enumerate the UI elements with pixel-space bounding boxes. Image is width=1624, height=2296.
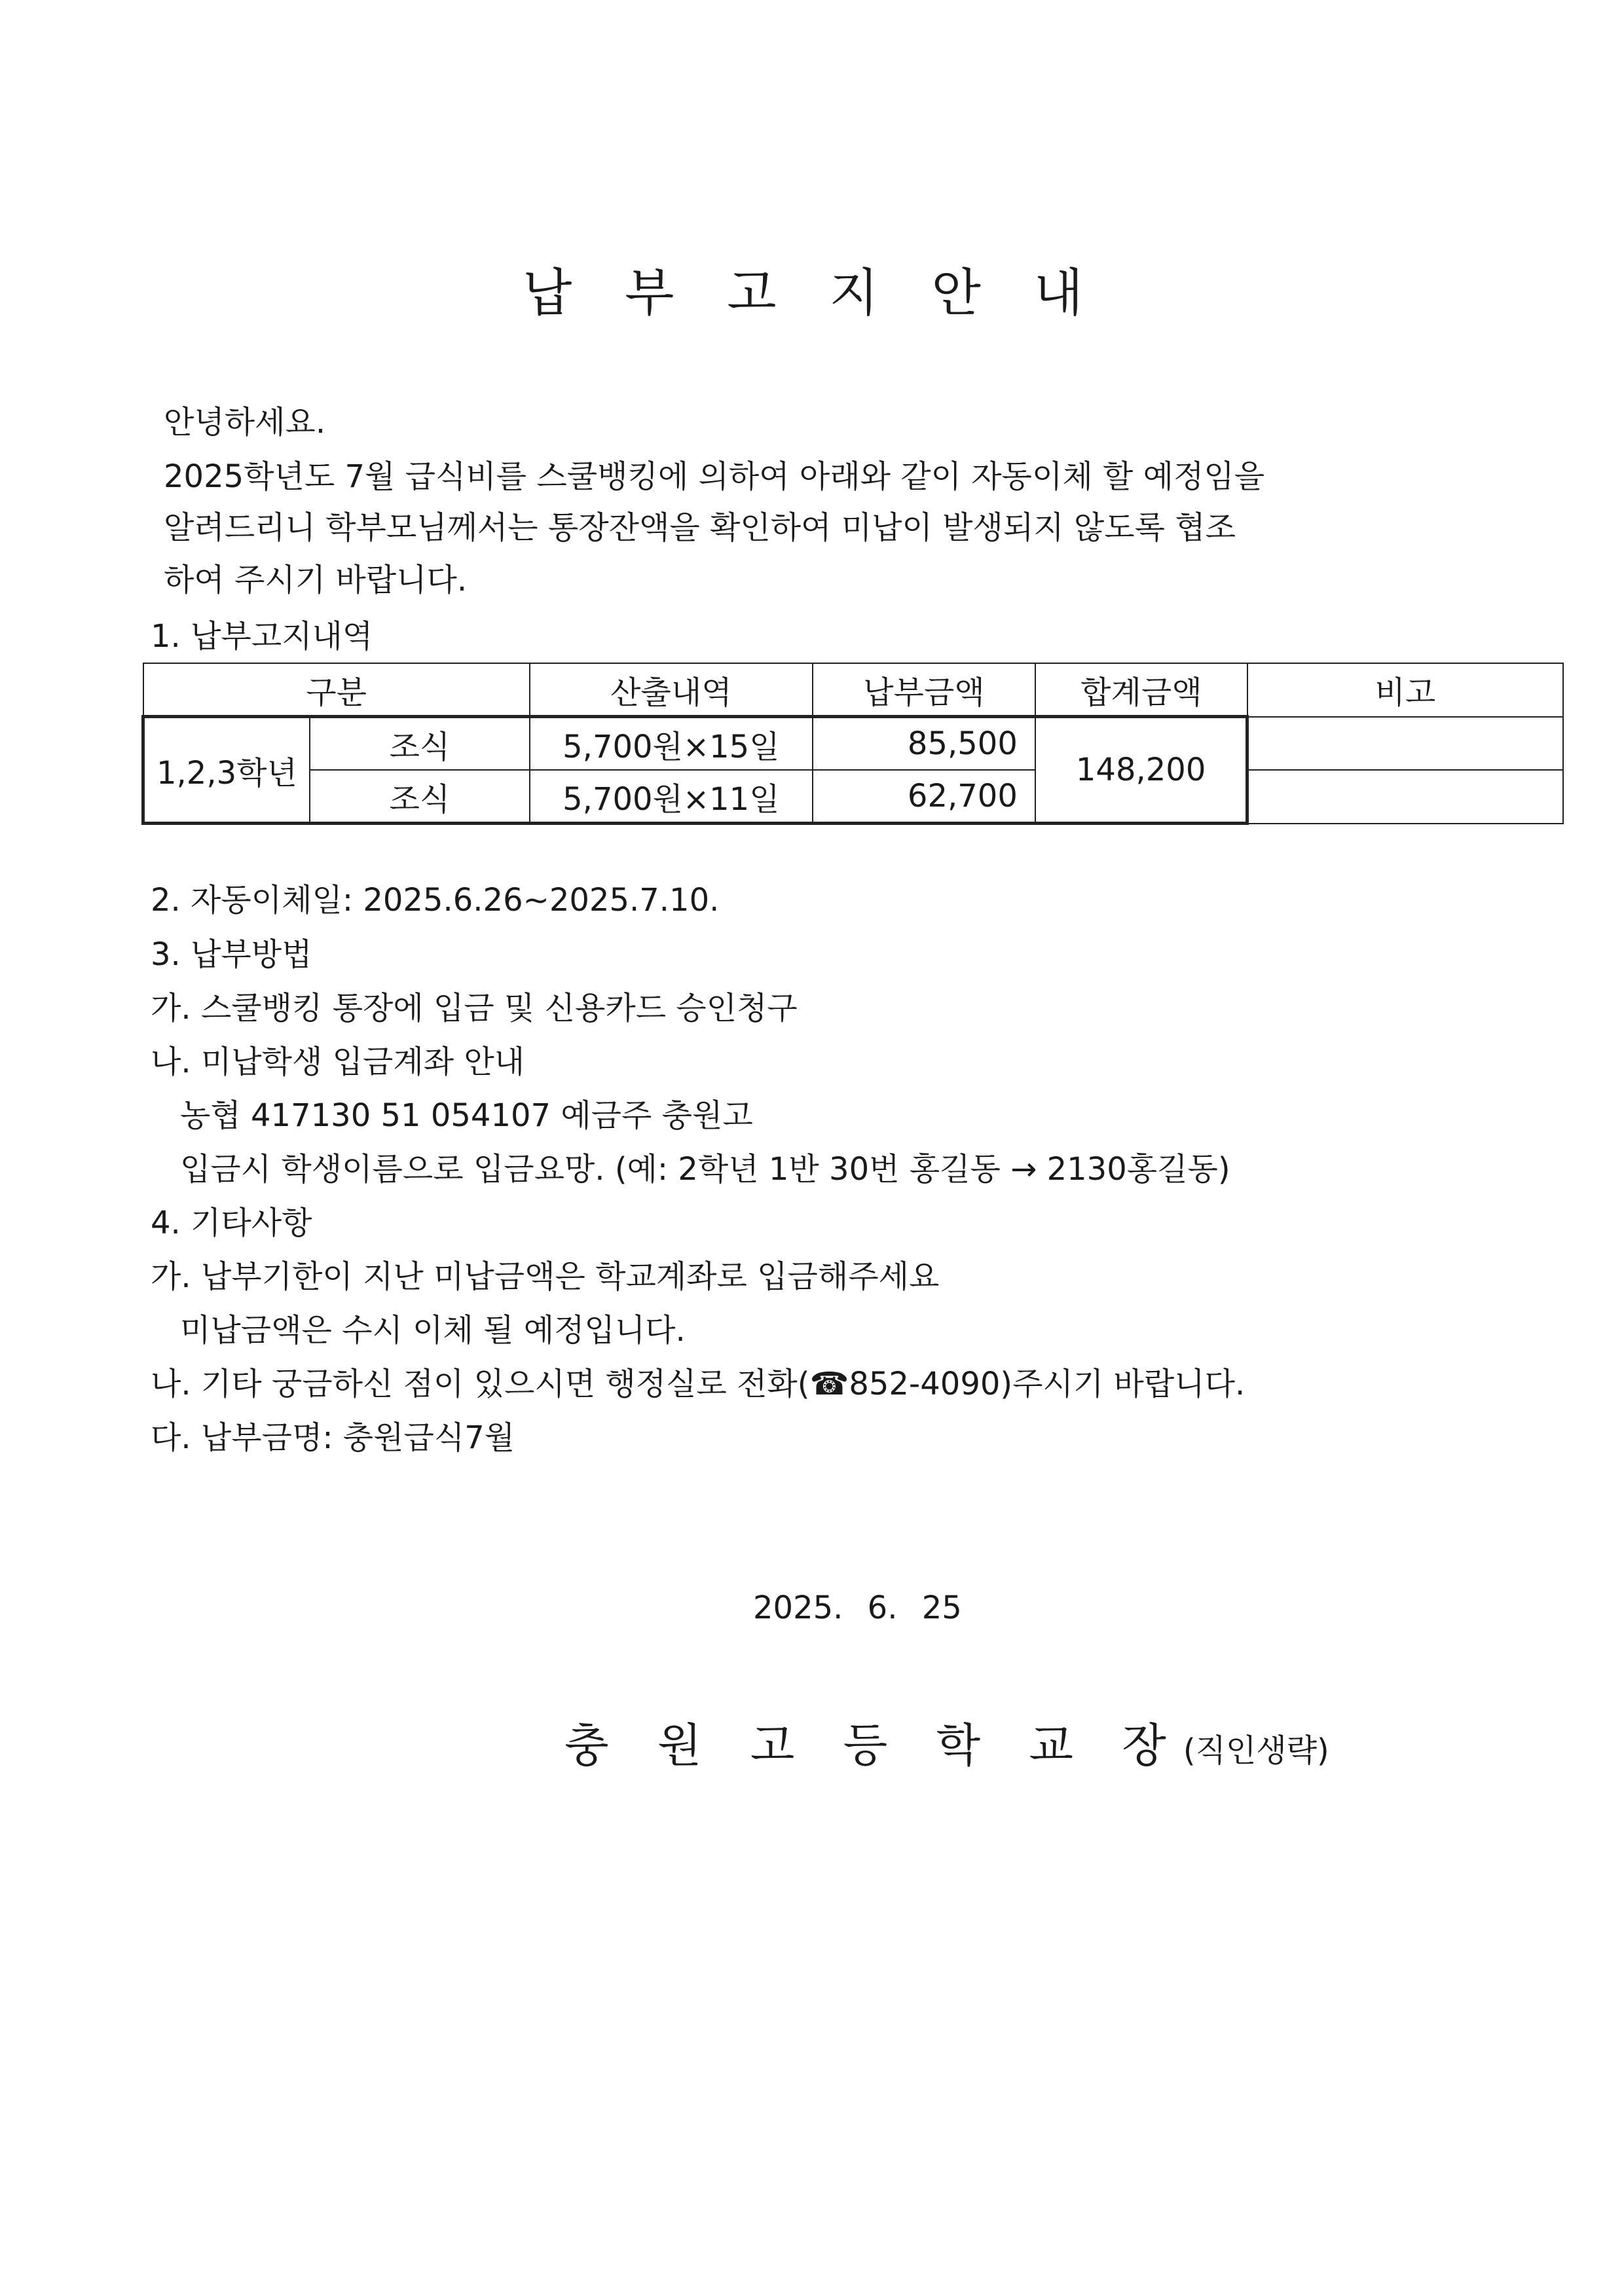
- meal-type-cell: 조식: [310, 717, 530, 771]
- method-ga: 가. 스쿨뱅킹 통장에 입금 및 신용카드 승인청구: [151, 990, 798, 1027]
- deposit-note: 입금시 학생이름으로 입금요망. (예: 2학년 1반 30번 홍길동 → 2130홍길동): [180, 1151, 1230, 1188]
- section-4-heading: 4. 기타사항: [151, 1205, 312, 1241]
- method-na: 나. 미납학생 입금계좌 안내: [151, 1044, 525, 1080]
- total-cell: 148,200: [1035, 717, 1247, 824]
- fee-table: [141, 663, 1564, 825]
- calculation-cell: 5,700원×11일: [530, 770, 813, 824]
- issue-date: 2025. 6. 25: [753, 1590, 962, 1626]
- etc-da-fee-name: 다. 납부금명: 충원급식7월: [151, 1419, 515, 1456]
- meal-type-cell: 조식: [310, 770, 530, 824]
- header-calculation: 산출내역: [530, 663, 813, 717]
- section-2-autopay-date: 2. 자동이체일: 2025.6.26~2025.7.10.: [151, 882, 720, 919]
- signer-block: [564, 1709, 1329, 1775]
- header-total: 합계금액: [1035, 663, 1247, 717]
- bank-account: 농협 417130 51 054107 예금주 충원고: [180, 1097, 753, 1134]
- table-header-row: [143, 663, 1563, 717]
- intro-line-1: 2025학년도 7월 급식비를 스쿨뱅킹에 의하여 아래와 같이 자동이체 할 예정임을: [164, 458, 1265, 495]
- signer-name: 충 원 고 등 학 교 장: [564, 1719, 1183, 1772]
- section-1-heading: 1. 납부고지내역: [151, 618, 373, 655]
- seal-note: (직인생략): [1183, 1732, 1329, 1769]
- greeting: 안녕하세요.: [164, 404, 326, 441]
- etc-ga-continued: 미납금액은 수시 이체 될 예정입니다.: [180, 1312, 686, 1349]
- document-title: 납 부 고 지 안 내: [522, 264, 1102, 323]
- etc-na-contact: 나. 기타 궁금하신 점이 있으시면 행정실로 전화(☎852-4090)주시기 바랍니다.: [151, 1366, 1246, 1402]
- intro-line-3: 하여 주시기 바랍니다.: [164, 562, 468, 598]
- note-cell: [1247, 770, 1563, 824]
- grade-cell: 1,2,3학년: [143, 717, 310, 824]
- table-row: [143, 717, 1563, 771]
- header-category: 구분: [143, 663, 530, 717]
- section-3-heading: 3. 납부방법: [151, 936, 312, 973]
- table-row: [143, 770, 1563, 824]
- calculation-cell: 5,700원×15일: [530, 717, 813, 771]
- intro-line-2: 알려드리니 학부모님께서는 통장잔액을 확인하여 미납이 발생되지 않도록 협조: [164, 509, 1236, 546]
- etc-ga: 가. 납부기한이 지난 미납금액은 학교계좌로 입금해주세요: [151, 1258, 940, 1295]
- amount-cell: 62,700: [813, 770, 1035, 824]
- header-note: 비고: [1247, 663, 1563, 717]
- note-cell: [1247, 717, 1563, 771]
- header-amount: 납부금액: [813, 663, 1035, 717]
- amount-cell: 85,500: [813, 717, 1035, 771]
